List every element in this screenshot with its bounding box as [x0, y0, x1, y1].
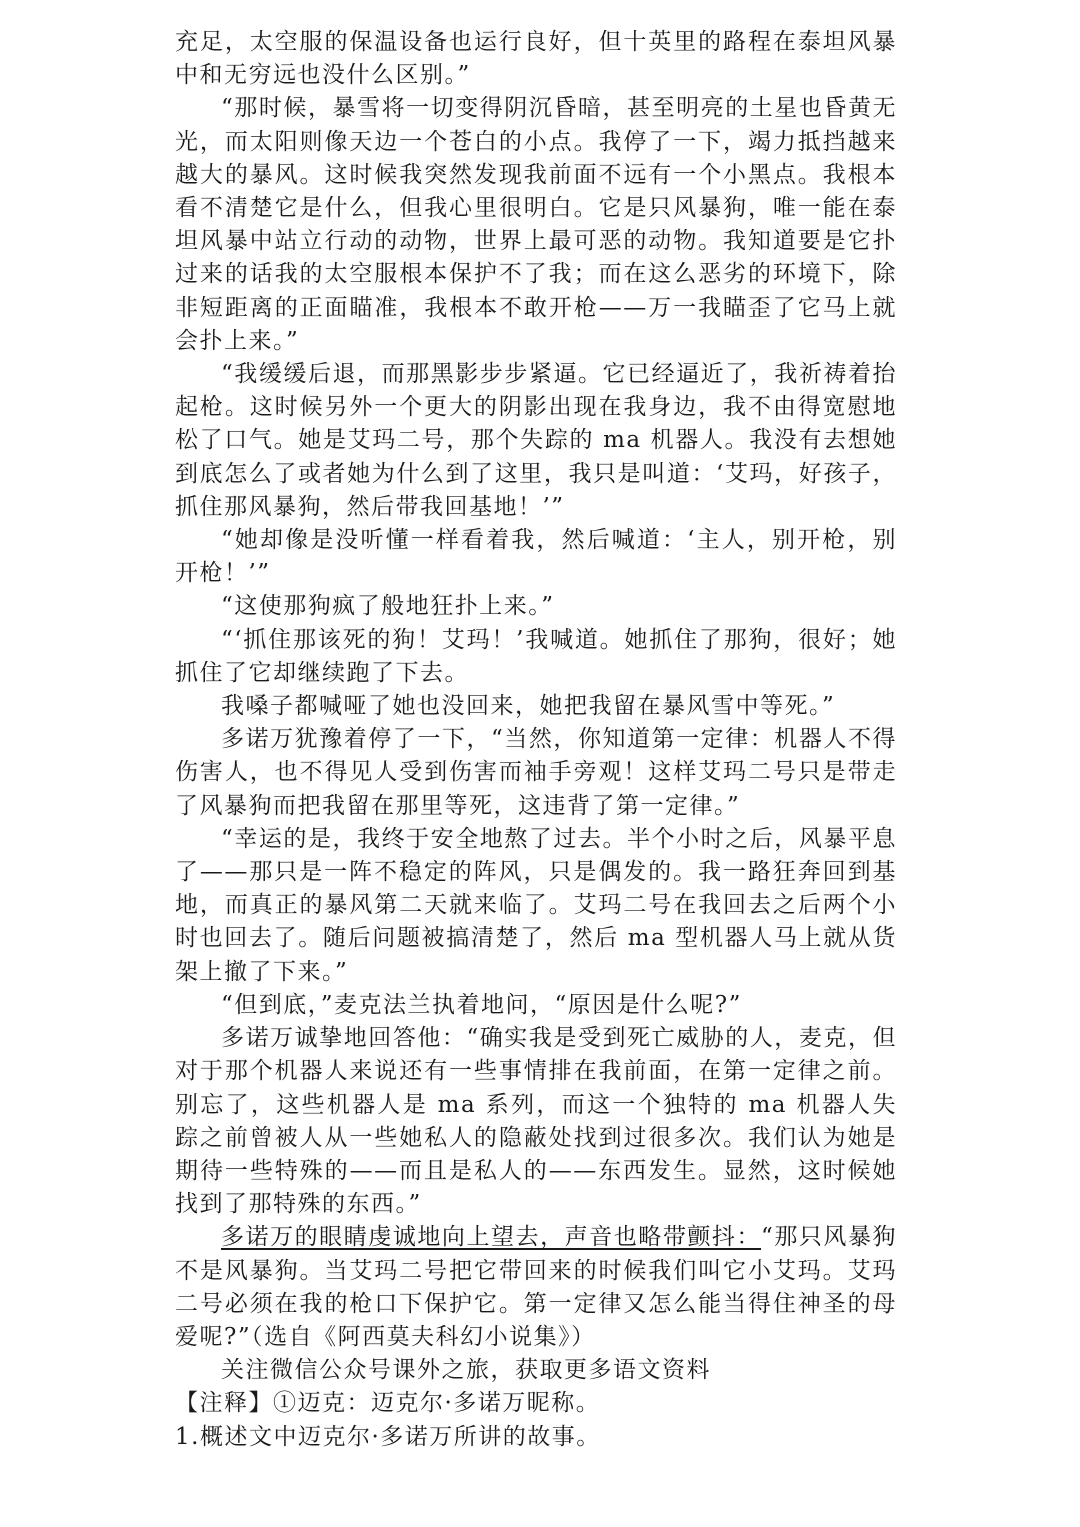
- final-paragraph: [175, 1221, 897, 1354]
- story-paragraph: “这使那狗疯了般地狂扑上来。”: [221, 593, 555, 620]
- story-paragraph: “‘抓住那该死的狗！艾玛！’我喊道。她抓住了那狗，很好；她抓住了它却继续跑了下去。: [175, 626, 897, 686]
- question-1: 1.概述文中迈克尔·多诺万所讲的故事。: [175, 1423, 601, 1450]
- promo-line: 关注微信公众号课外之旅，获取更多语文资料: [221, 1357, 711, 1384]
- annotation-note: 【注释】①迈克：迈克尔·多诺万昵称。: [175, 1390, 601, 1417]
- story-paragraph: “幸运的是，我终于安全地熬了过去。半个小时之后，风暴平息了——那只是一阵不稳定的阵风，只是偶发的。我一路狂奔回到基地，而真正的暴风第二天就来临了。艾玛二号在我回去之后两个小时也回去了。随后问题被搞清楚了，然后 ma 型机器人马上就从货架上撤了下来。”: [175, 825, 897, 985]
- story-paragraph: 多诺万犹豫着停了一下，“当然，你知道第一定律：机器人不得伤害人，也不得见人受到伤害而袖手旁观！这样艾玛二号只是带走了风暴狗而把我留在那里等死，这违背了第一定律。”: [175, 726, 897, 819]
- story-paragraph: 多诺万诚挚地回答他：“确实我是受到死亡威胁的人，麦克，但对于那个机器人来说还有一些事情排在我前面，在第一定律之前。别忘了，这些机器人是 ma 系列，而这一个独特的 ma 机器人失踪之前曾被人从一些她私人的隐蔽处找到过很多次。我们认为她是期待一些特殊的——而且是私人的——东西发生。显然，这时候她找到了那特殊的东西。”: [175, 1025, 897, 1218]
- story-paragraph: “她却像是没听懂一样看着我，然后喊道：‘主人，别开枪，别开枪！’”: [175, 527, 897, 587]
- final-paragraph-rest: “那只风暴狗不是风暴狗。当艾玛二号把它带回来的时候我们叫它小艾玛。艾玛二号必须在我的枪口下保护它。第一定律又怎么能当得住神圣的母爱呢?”（选自《阿西莫夫科幻小说集》）: [175, 1224, 898, 1350]
- story-paragraph: “我缓缓后退，而那黑影步步紧逼。它已经逼近了，我祈祷着抬起枪。这时候另外一个更大的阴影出现在我身边，我不由得宽慰地松了口气。她是艾玛二号，那个失踪的 ma 机器人。我没有去想她到底怎么了或者她为什么到了这里，我只是叫道：‘艾玛，好孩子，抓住那风暴狗，然后带我回基地！’”: [175, 361, 897, 520]
- story-paragraph: “但到底，”麦克法兰执着地问，“原因是什么呢?”: [221, 991, 742, 1018]
- story-paragraph: 我嗓子都喊哑了她也没回来，她把我留在暴风雪中等死。”: [221, 693, 836, 720]
- story-paragraph: 充足，太空服的保温设备也运行良好，但十英里的路程在泰坦风暴中和无穷远也没什么区别。”: [175, 29, 897, 89]
- story-text-column: [175, 26, 897, 1454]
- story-paragraph: “那时候，暴雪将一切变得阴沉昏暗，甚至明亮的土星也昏黄无光，而太阳则像天边一个苍白的小点。我停了一下，竭力抵挡越来越大的暴风。这时候我突然发现我前面不远有一个小黑点。我根本看不清楚它是什么，但我心里很明白。它是只风暴狗，唯一能在泰坦风暴中站立行动的动物，世界上最可恶的动物。我知道要是它扑过来的话我的太空服根本保护不了我；而在这么恶劣的环境下，除非短距离的正面瞄准，我根本不敢开枪——万一我瞄歪了它马上就会扑上来。”: [175, 95, 897, 354]
- underlined-sentence: 多诺万的眼睛虔诚地向上望去，声音也略带颤抖：: [221, 1224, 762, 1251]
